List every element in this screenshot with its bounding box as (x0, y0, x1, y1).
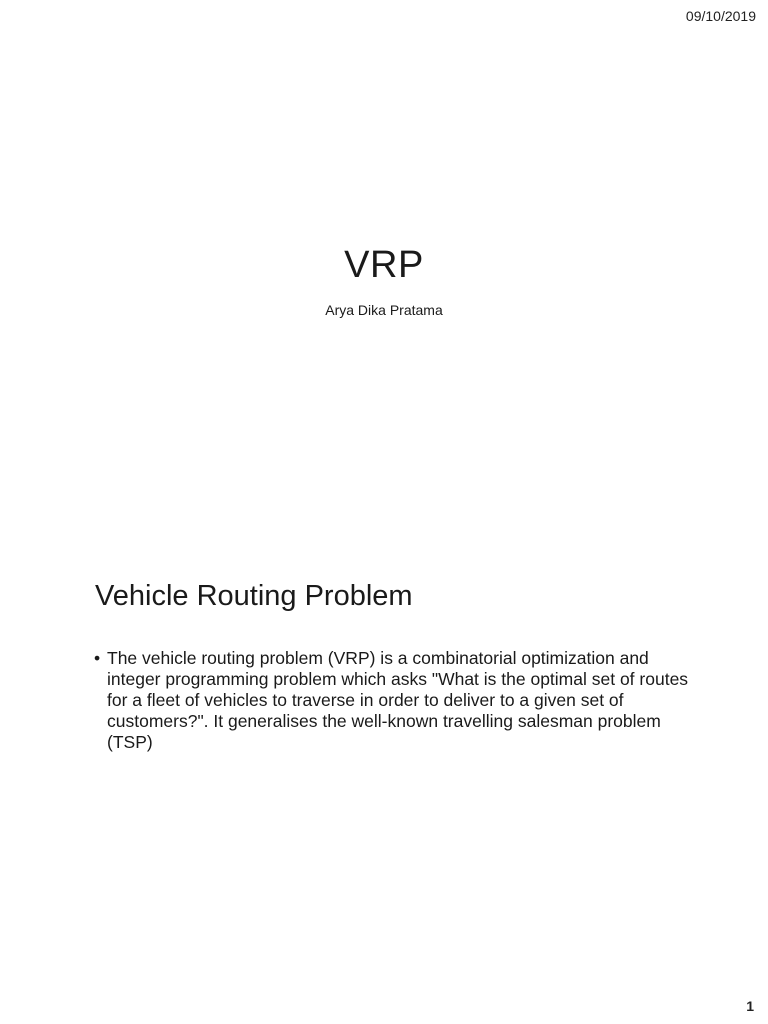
bullet-list (94, 648, 694, 753)
bullet-text: The vehicle routing problem (VRP) is a combinatorial optimization and integer programming problem which asks "What is the optimal set of routes for a fleet of vehicles to traverse in order to deliver to a given set of customers?". It generalises the well-known travelling salesman problem (TSP) (107, 648, 689, 752)
bullet-marker: • (94, 648, 101, 668)
slide-title: VRP (344, 244, 424, 286)
bullet-item (94, 648, 694, 753)
page-number: 1 (746, 998, 754, 1014)
date-label: 09/10/2019 (685, 8, 756, 24)
slide-author: Arya Dika Pratama (325, 302, 443, 318)
section-heading: Vehicle Routing Problem (95, 580, 413, 612)
